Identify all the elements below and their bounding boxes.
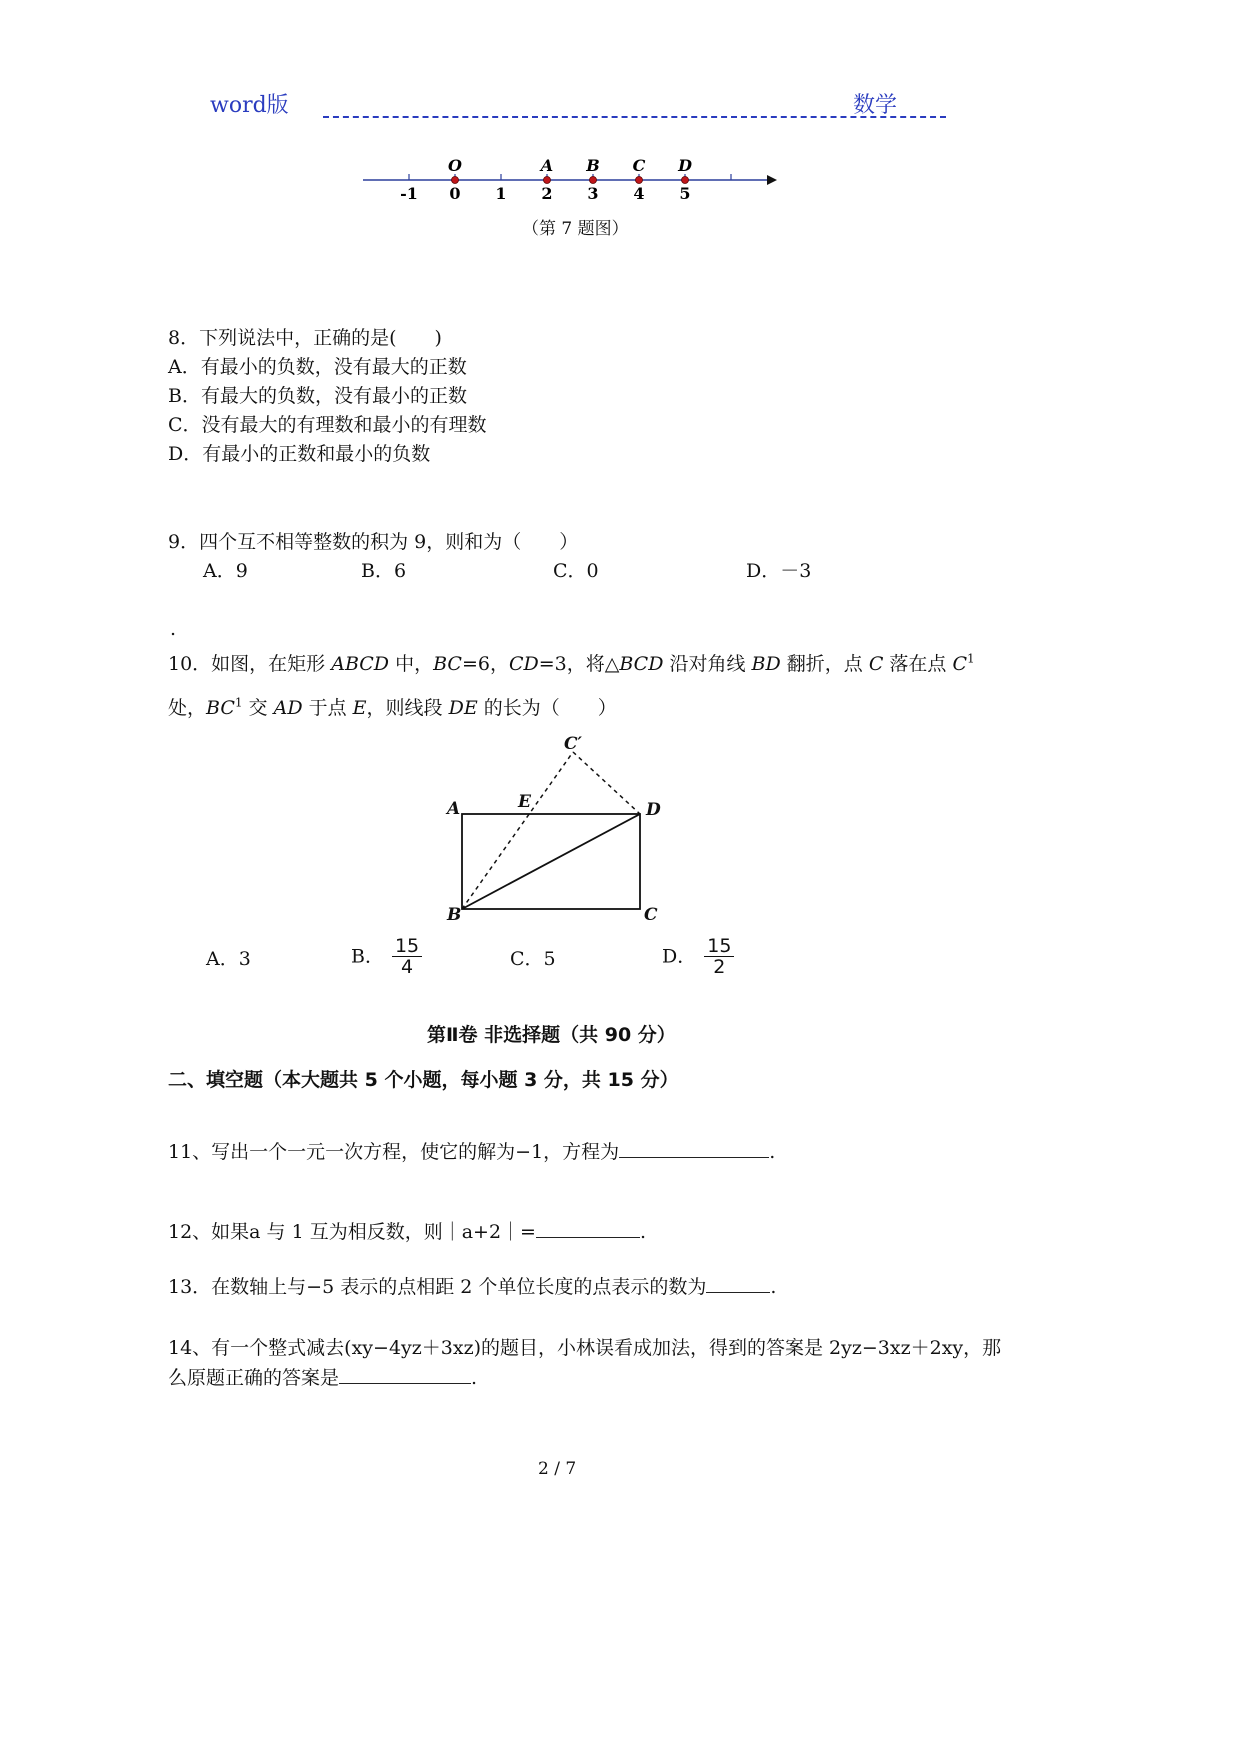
q10-option-d: D． $\frac{15}{2}$ — [662, 936, 734, 977]
tick-label: 3 — [587, 184, 599, 203]
q10-line2: 处，$BC^1$ 交 AD 于点 E，则线段 DE 的长为（ ） — [168, 695, 617, 719]
q9-option-d: D．－3 — [746, 560, 812, 582]
point-label-c: C — [632, 156, 646, 175]
q8-option-c: C．没有最大的有理数和最小的有理数 — [168, 414, 487, 436]
header-left[interactable]: word版 — [210, 93, 289, 118]
q10-option-b: B． $\frac{15}{4}$ — [351, 936, 422, 977]
arrow-right-icon — [767, 175, 777, 185]
q8-option-d: D．有最小的正数和最小的负数 — [168, 443, 431, 465]
rectangle-fold-figure — [440, 730, 670, 930]
tick-label: -1 — [400, 184, 418, 203]
q12-answer-blank[interactable] — [536, 1219, 640, 1238]
point-label-a: A — [540, 156, 554, 175]
point-b — [590, 177, 597, 184]
diagonal-bd — [462, 814, 640, 909]
point-label-d: D — [678, 156, 692, 175]
section2-title: 第Ⅱ卷 非选择题（共 90 分） — [427, 1024, 676, 1046]
q10-option-c: C．5 — [510, 948, 556, 970]
part2-heading: 二、填空题（本大题共 5 个小题，每小题 3 分，共 15 分） — [168, 1069, 679, 1091]
label-cprime: C′ — [564, 734, 583, 754]
tick-label: 5 — [679, 184, 691, 203]
number-line-figure — [355, 150, 785, 210]
tick-label: 2 — [541, 184, 553, 203]
q11: 11、写出一个一元一次方程，使它的解为−1，方程为 . — [168, 1141, 776, 1163]
q12: 12、如果a 与 1 互为相反数，则｜a+2｜= . — [168, 1221, 647, 1243]
page-number: 2 / 7 — [538, 1459, 577, 1479]
q13-answer-blank[interactable] — [706, 1274, 770, 1293]
point-label-o: O — [448, 156, 462, 175]
point-c — [636, 177, 643, 184]
q9-option-a: A．9 — [203, 560, 248, 582]
label-a: A — [447, 799, 461, 819]
q9-option-c: C．0 — [553, 560, 599, 582]
q8-option-a: A．有最小的负数，没有最大的正数 — [168, 356, 467, 378]
q8-stem: 8．下列说法中，正确的是( ) — [168, 327, 442, 349]
stray-dot: . — [170, 618, 177, 640]
segment-cprime-d — [573, 752, 640, 814]
point-o — [452, 177, 459, 184]
tick-label: 0 — [449, 184, 461, 203]
q13: 13．在数轴上与−5 表示的点相距 2 个单位长度的点表示的数为 . — [168, 1276, 777, 1298]
segment-bcprime — [462, 752, 573, 909]
q14-line1: 14、有一个整式减去(xy−4yz＋3xz)的题目，小林误看成加法，得到的答案是 2yz−3xz＋2xy，那 — [168, 1337, 1002, 1359]
figure7-caption: （第 7 题图） — [522, 219, 629, 239]
point-label-b: B — [586, 156, 600, 175]
q10-option-a: A．3 — [206, 948, 251, 970]
q14-answer-blank[interactable] — [339, 1365, 471, 1384]
label-d: D — [646, 800, 661, 820]
q11-answer-blank[interactable] — [619, 1139, 769, 1158]
q14-line2: 么原题正确的答案是 . — [168, 1367, 478, 1389]
label-b: B — [447, 905, 462, 925]
tick-label: 1 — [495, 184, 507, 203]
header-right[interactable]: 数学 — [853, 93, 898, 118]
q8-option-b: B．有最大的负数，没有最小的正数 — [168, 385, 467, 407]
q9-option-b: B．6 — [361, 560, 407, 582]
q10-line1: 10．如图，在矩形 ABCD 中，BC=6，CD=3，将△BCD 沿对角线 BD 翻折，点 C 落在点 $C^1$ — [168, 651, 975, 675]
point-d — [682, 177, 689, 184]
point-a — [544, 177, 551, 184]
label-c: C — [644, 905, 658, 925]
q9-stem: 9．四个互不相等整数的积为 9，则和为（ ） — [168, 531, 579, 553]
tick-label: 4 — [633, 184, 645, 203]
number-line-ticks — [400, 174, 731, 203]
label-e: E — [518, 792, 531, 812]
